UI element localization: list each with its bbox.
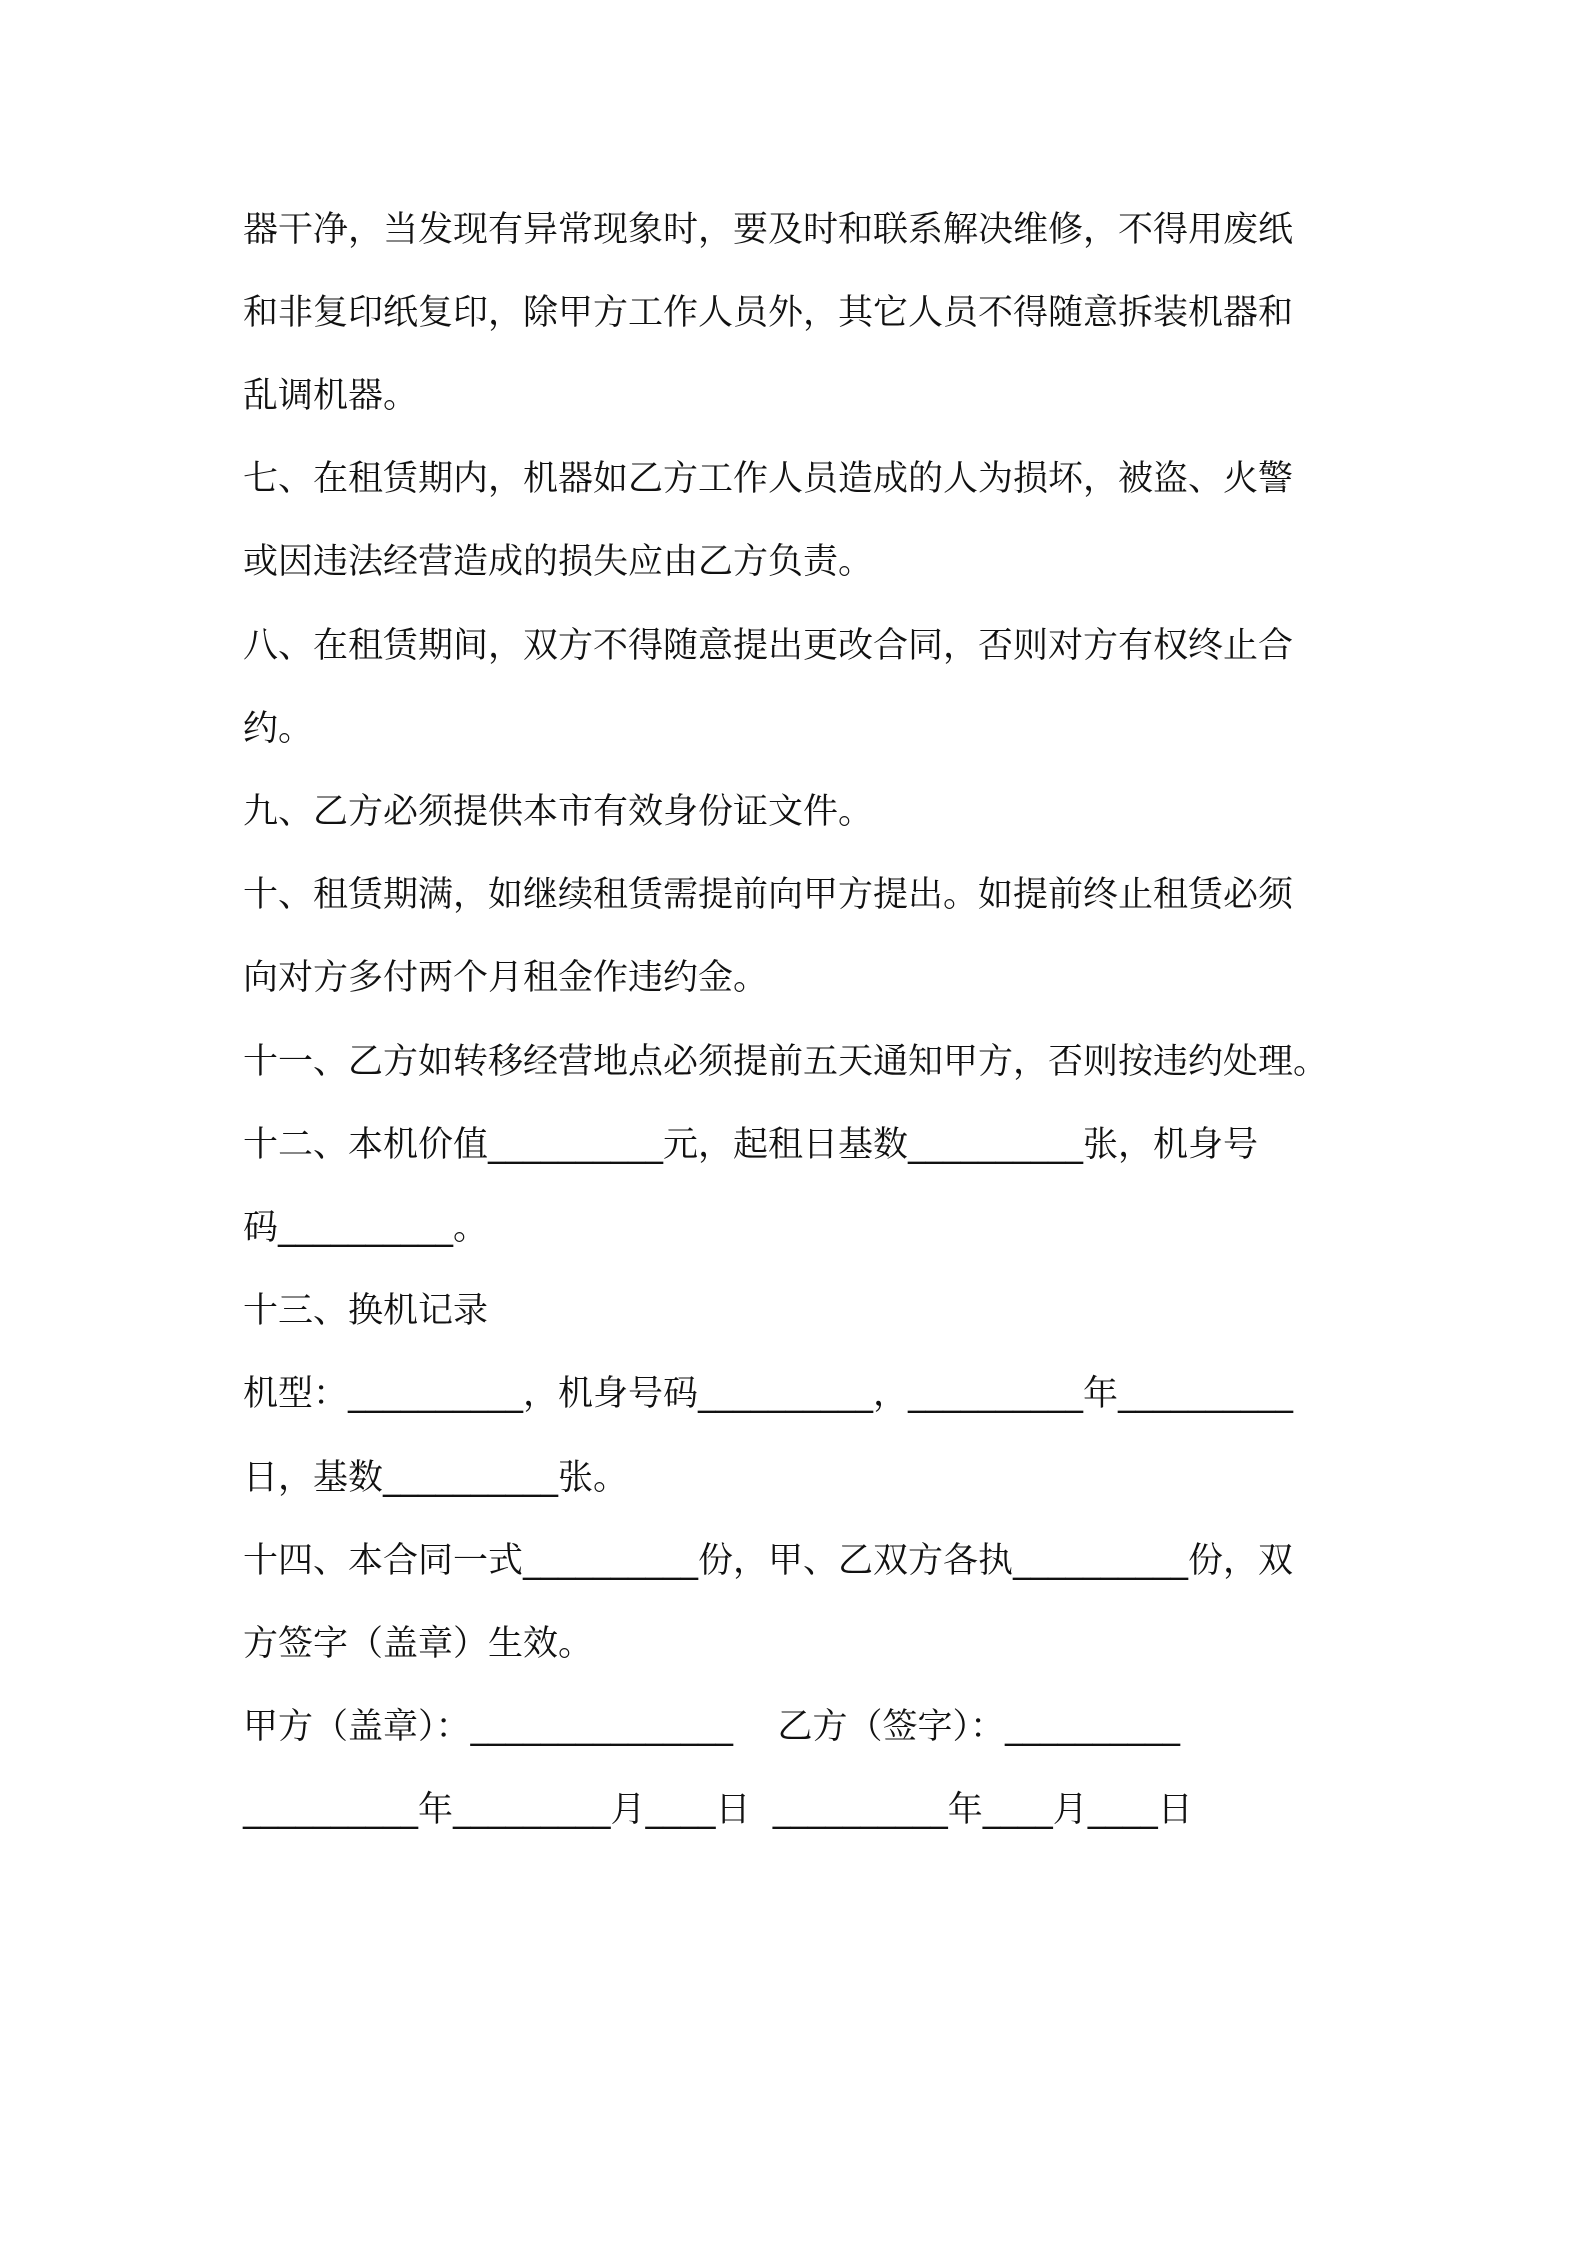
text-line: 和非复印纸复印，除甲方工作人员外，其它人员不得随意拆装机器和 (243, 293, 1294, 333)
clause-7: 七、在租赁期内，机器如乙方工作人员造成的人为损坏，被盗、火警 (243, 459, 1294, 499)
text-line: 乱调机器。 (243, 376, 419, 416)
text-line: 方签字（盖章）生效。 (243, 1624, 594, 1664)
clause-11: 十一、乙方如转移经营地点必须提前五天通知甲方，否则按违约处理。 (243, 1042, 1329, 1082)
clause-8: 八、在租赁期间，双方不得随意提出更改合同，否则对方有权终止合 (243, 626, 1294, 666)
clause-12: 十二、本机价值__________元，起租日基数__________张，机身号 (243, 1125, 1259, 1165)
date-line: __________年_________月____日 __________年____月____日 (243, 1790, 1193, 1830)
clause-14: 十四、本合同一式__________份，甲、乙双方各执__________份，双 (243, 1541, 1294, 1581)
clause-10: 十、租赁期满，如继续租赁需提前向甲方提出。如提前终止租赁必须 (243, 875, 1294, 915)
text-line: 日，基数__________张。 (243, 1458, 629, 1498)
text-line: 码__________。 (243, 1208, 489, 1248)
machine-record-line: 机型：__________，机身号码__________，__________年__________ (243, 1374, 1294, 1414)
text-line: 约。 (243, 709, 314, 749)
clause-9: 九、乙方必须提供本市有效身份证文件。 (243, 792, 874, 832)
signature-line: 甲方（盖章）：_______________ 乙方（签字）：__________ (243, 1707, 1181, 1747)
text-line: 器干净，当发现有异常现象时，要及时和联系解决维修，不得用废纸 (243, 210, 1294, 250)
clause-13: 十三、换机记录 (243, 1291, 489, 1331)
text-line: 或因违法经营造成的损失应由乙方负责。 (243, 542, 874, 582)
text-line: 向对方多付两个月租金作违约金。 (243, 958, 769, 998)
